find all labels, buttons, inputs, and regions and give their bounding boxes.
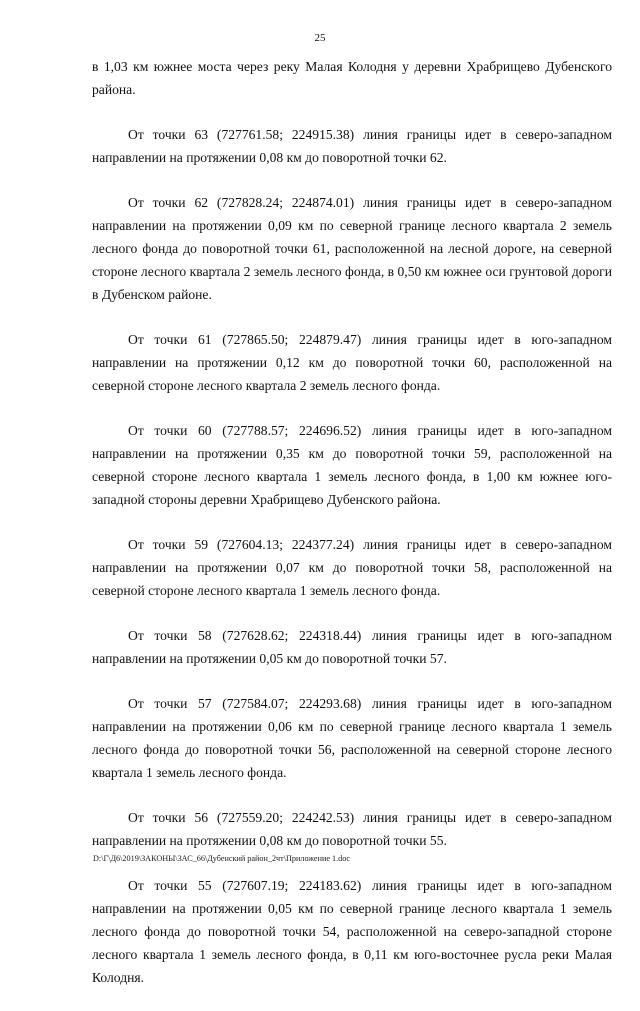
paragraph-point-62: От точки 62 (727828.24; 224874.01) линия границы идет в северо-западном направлении на протяжении 0,09 км по северной границе лесного квартала 2 земель лесного фонда до поворотной точки 61, расположенной на лесной дороге, на северной стороне лесного квартала 2 земель лесного фонда, в 0,50 км южнее оси грунтовой дороги в Дубенском районе. bbox=[92, 195, 612, 302]
paragraph-point-55: От точки 55 (727607.19; 224183.62) линия границы идет в юго-западном направлении на протяжении 0,05 км по северной границе лесного квартала 1 земель лесного фонда до поворотной точки 54, расположенной на северо-западной стороне лесного квартала 1 земель лесного фонда, в 0,11 км юго-восточнее русла реки Малая Колодня. bbox=[92, 878, 612, 985]
footer-file-path: D:\Г\Д6\2019\ЗАКОНЫ\ЗАС_66\Дубенский район_2чт\Приложение 1.doc bbox=[93, 854, 350, 863]
paragraph-point-59: От точки 59 (727604.13; 224377.24) линия границы идет в северо-западном направлении на протяжении 0,07 км до поворотной точки 58, расположенной на северной стороне лесного квартала 1 земель лесного фонда. bbox=[92, 537, 612, 598]
document-body bbox=[92, 55, 612, 1011]
page-number: 25 bbox=[314, 32, 326, 44]
paragraph-continuation: в 1,03 км южнее моста через реку Малая Колодня у деревни Храбрищево Дубенского района. bbox=[92, 59, 612, 97]
paragraph-point-60: От точки 60 (727788.57; 224696.52) линия границы идет в юго-западном направлении на протяжении 0,35 км до поворотной точки 59, расположенной на северной стороне лесного квартала 1 земель лесного фонда, в 1,00 км южнее юго-западной стороны деревни Храбрищево Дубенского района. bbox=[92, 423, 612, 507]
paragraph-point-58: От точки 58 (727628.62; 224318.44) линия границы идет в юго-западном направлении на протяжении 0,05 км до поворотной точки 57. bbox=[92, 628, 612, 666]
paragraph-point-56: От точки 56 (727559.20; 224242.53) линия границы идет в северо-западном направлении на протяжении 0,08 км до поворотной точки 55. bbox=[92, 810, 612, 848]
paragraph-point-61: От точки 61 (727865.50; 224879.47) линия границы идет в юго-западном направлении на протяжении 0,12 км до поворотной точки 60, расположенной на северной стороне лесного квартала 2 земель лесного фонда. bbox=[92, 332, 612, 393]
paragraph-point-57: От точки 57 (727584.07; 224293.68) линия границы идет в юго-западном направлении на протяжении 0,06 км по северной границе лесного квартала 1 земель лесного фонда до поворотной точки 56, расположенной на северной стороне лесного квартала 1 земель лесного фонда. bbox=[92, 696, 612, 780]
paragraph-point-63: От точки 63 (727761.58; 224915.38) линия границы идет в северо-западном направлении на протяжении 0,08 км до поворотной точки 62. bbox=[92, 127, 612, 165]
